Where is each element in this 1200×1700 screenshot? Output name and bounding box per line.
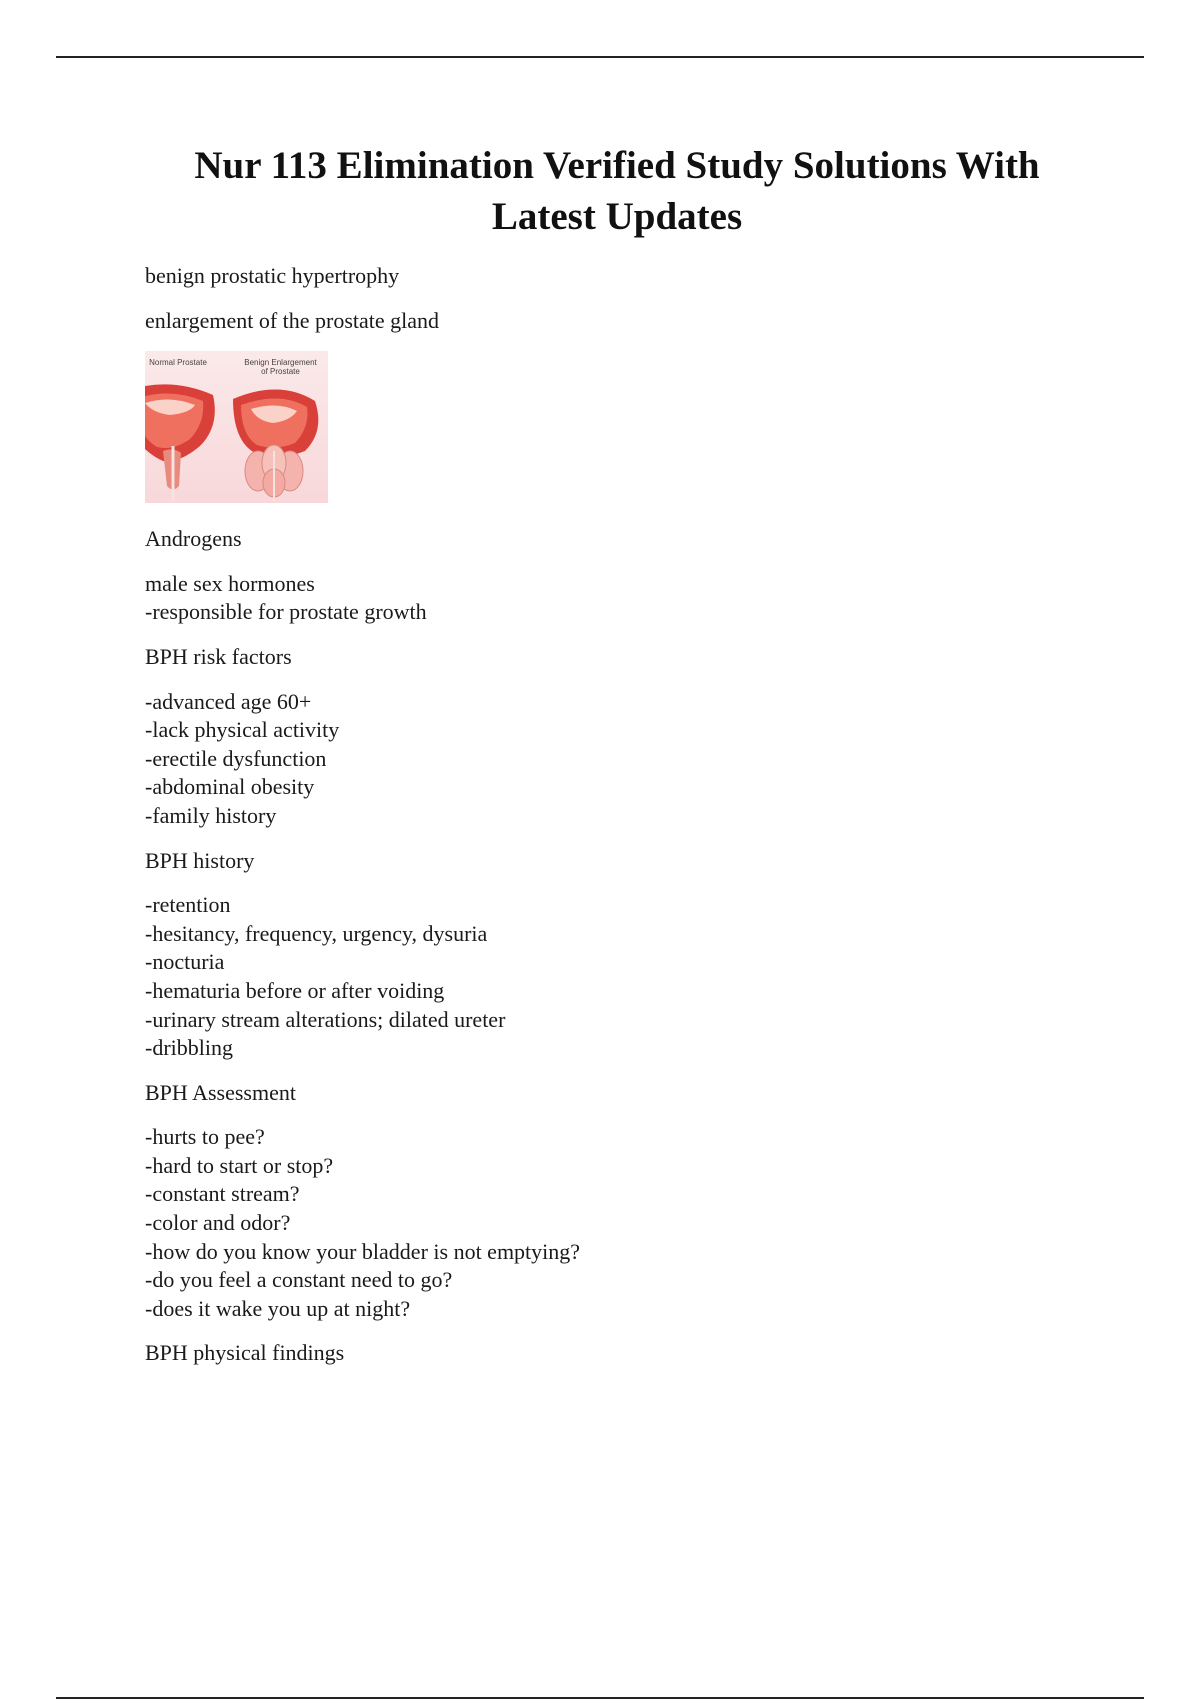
definition-entry bbox=[145, 1123, 1045, 1323]
term-entry bbox=[145, 262, 1045, 291]
text-line: -how do you know your bladder is not emptying? bbox=[145, 1238, 581, 1264]
text-line: -hurts to pee? bbox=[145, 1124, 265, 1150]
text-line: -urinary stream alterations; dilated ureter bbox=[145, 1006, 506, 1032]
text-line: -advanced age 60+ bbox=[145, 688, 312, 714]
title-line: Latest Updates bbox=[491, 195, 743, 238]
text-line: -nocturia bbox=[145, 949, 225, 975]
text-line: -does it wake you up at night? bbox=[145, 1295, 411, 1321]
text-line: enlargement of the prostate gland bbox=[145, 307, 440, 333]
term-entry bbox=[145, 1079, 1045, 1108]
text-line: -constant stream? bbox=[145, 1181, 300, 1207]
definition-entry bbox=[145, 307, 1045, 336]
text-line: -retention bbox=[145, 892, 231, 918]
text-line: BPH physical findings bbox=[145, 1340, 345, 1366]
text-line: -hard to start or stop? bbox=[145, 1152, 334, 1178]
prostate-comparison-figure bbox=[145, 351, 328, 503]
text-line: -family history bbox=[145, 802, 277, 828]
normal-prostate-caption: Normal Prostate bbox=[149, 358, 207, 368]
definition-entry bbox=[145, 570, 1045, 627]
term-entry bbox=[145, 643, 1045, 672]
text-line: -color and odor? bbox=[145, 1210, 291, 1236]
enlarged-prostate-caption bbox=[233, 358, 328, 376]
title-line: Nur 113 Elimination Verified Study Solutions With bbox=[194, 144, 1040, 187]
term-entry bbox=[145, 525, 1045, 554]
text-line: BPH Assessment bbox=[145, 1079, 296, 1105]
bottom-divider bbox=[56, 1697, 1144, 1699]
text-line: -abdominal obesity bbox=[145, 774, 315, 800]
text-line: -erectile dysfunction bbox=[145, 745, 327, 771]
text-line: male sex hormones bbox=[145, 570, 315, 596]
page-title bbox=[130, 140, 1104, 242]
text-line: -responsible for prostate growth bbox=[145, 599, 427, 625]
term-entry bbox=[145, 847, 1045, 876]
term-entry bbox=[145, 1339, 1045, 1368]
caption-line: of Prostate bbox=[261, 367, 300, 377]
text-line: BPH risk factors bbox=[145, 643, 292, 669]
text-line: Androgens bbox=[145, 526, 242, 552]
text-line: -do you feel a constant need to go? bbox=[145, 1267, 453, 1293]
text-line: -lack physical activity bbox=[145, 717, 340, 743]
caption-line: Benign Enlargement bbox=[244, 358, 317, 368]
text-line: -hesitancy, frequency, urgency, dysuria bbox=[145, 920, 488, 946]
text-line: -hematuria before or after voiding bbox=[145, 977, 445, 1003]
definition-entry bbox=[145, 891, 1045, 1063]
text-line: benign prostatic hypertrophy bbox=[145, 263, 400, 288]
definition-entry bbox=[145, 688, 1045, 831]
text-line: -dribbling bbox=[145, 1035, 233, 1061]
top-divider bbox=[56, 56, 1144, 58]
text-line: BPH history bbox=[145, 847, 255, 873]
study-content bbox=[145, 262, 1045, 1384]
